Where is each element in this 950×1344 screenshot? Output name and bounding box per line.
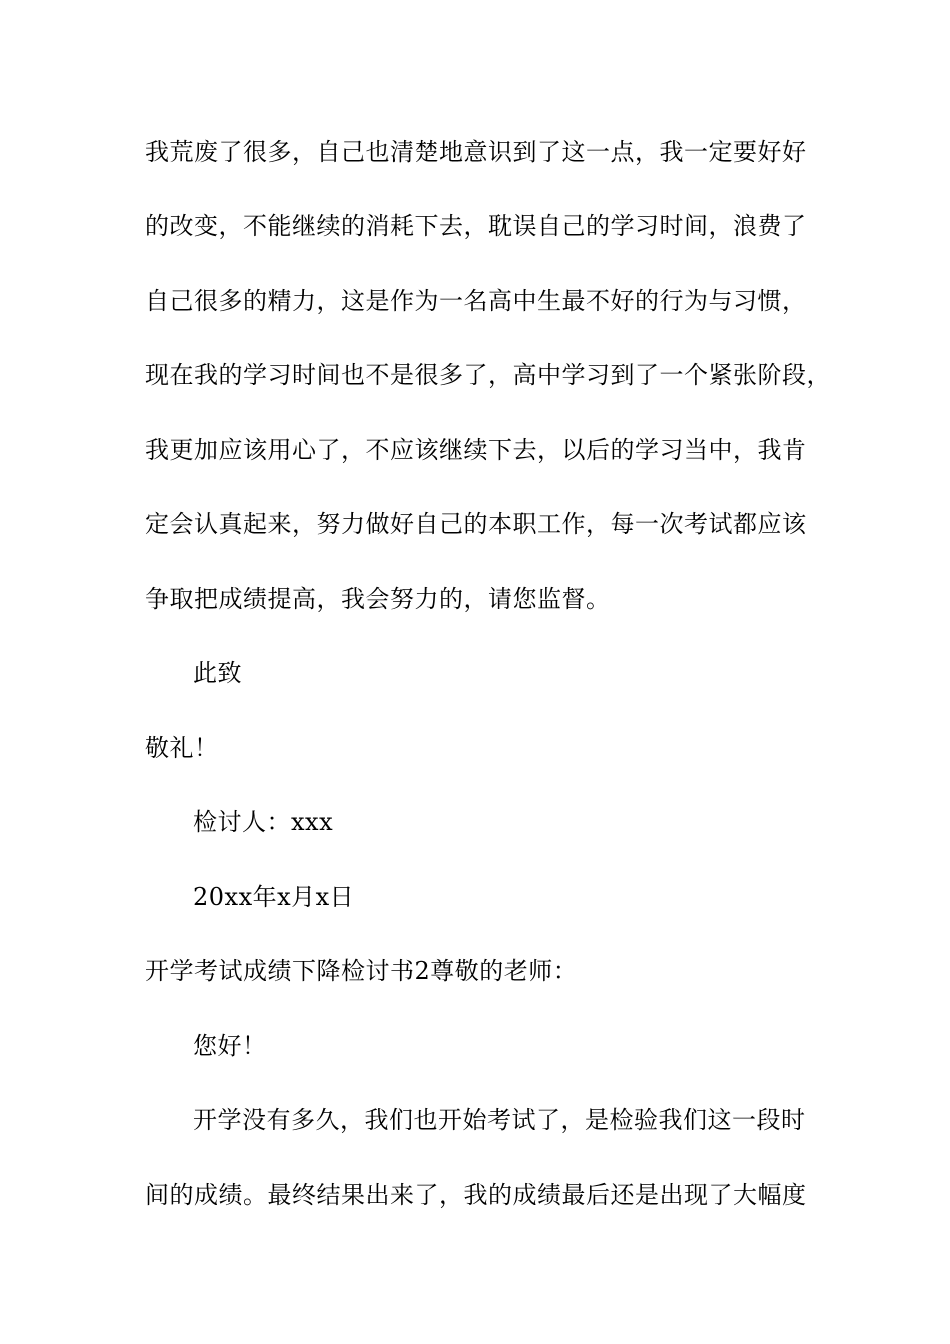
greeting: 您好！ [193,1032,267,1060]
closing-salutation: 此致 [193,659,242,687]
signature-author: 检讨人：xxx [193,808,334,836]
body-line-5: 我更加应该用心了，不应该继续下去，以后的学习当中，我肯 [145,436,807,464]
body-line-6: 定会认真起来，努力做好自己的本职工作，每一次考试都应该 [145,510,807,538]
closing-regards: 敬礼！ [145,734,219,762]
signature-date: 20xx年x月x日 [193,883,355,911]
body-line-7: 争取把成绩提高，我会努力的，请您监督。 [145,585,611,613]
body-line-1: 我荒废了很多，自己也清楚地意识到了这一点，我一定要好好 [145,138,807,166]
body-line-4: 现在我的学习时间也不是很多了，高中学习到了一个紧张阶段， [145,361,831,389]
body-line-3: 自己很多的精力，这是作为一名高中生最不好的行为与习惯， [145,287,807,315]
section-heading: 开学考试成绩下降检讨书2尊敬的老师： [145,957,578,985]
body-line-8: 开学没有多久，我们也开始考试了，是检验我们这一段时 [193,1106,806,1134]
body-line-2: 的改变，不能继续的消耗下去，耽误自己的学习时间，浪费了 [145,212,807,240]
body-line-9: 间的成绩。最终结果出来了，我的成绩最后还是出现了大幅度 [145,1181,807,1209]
